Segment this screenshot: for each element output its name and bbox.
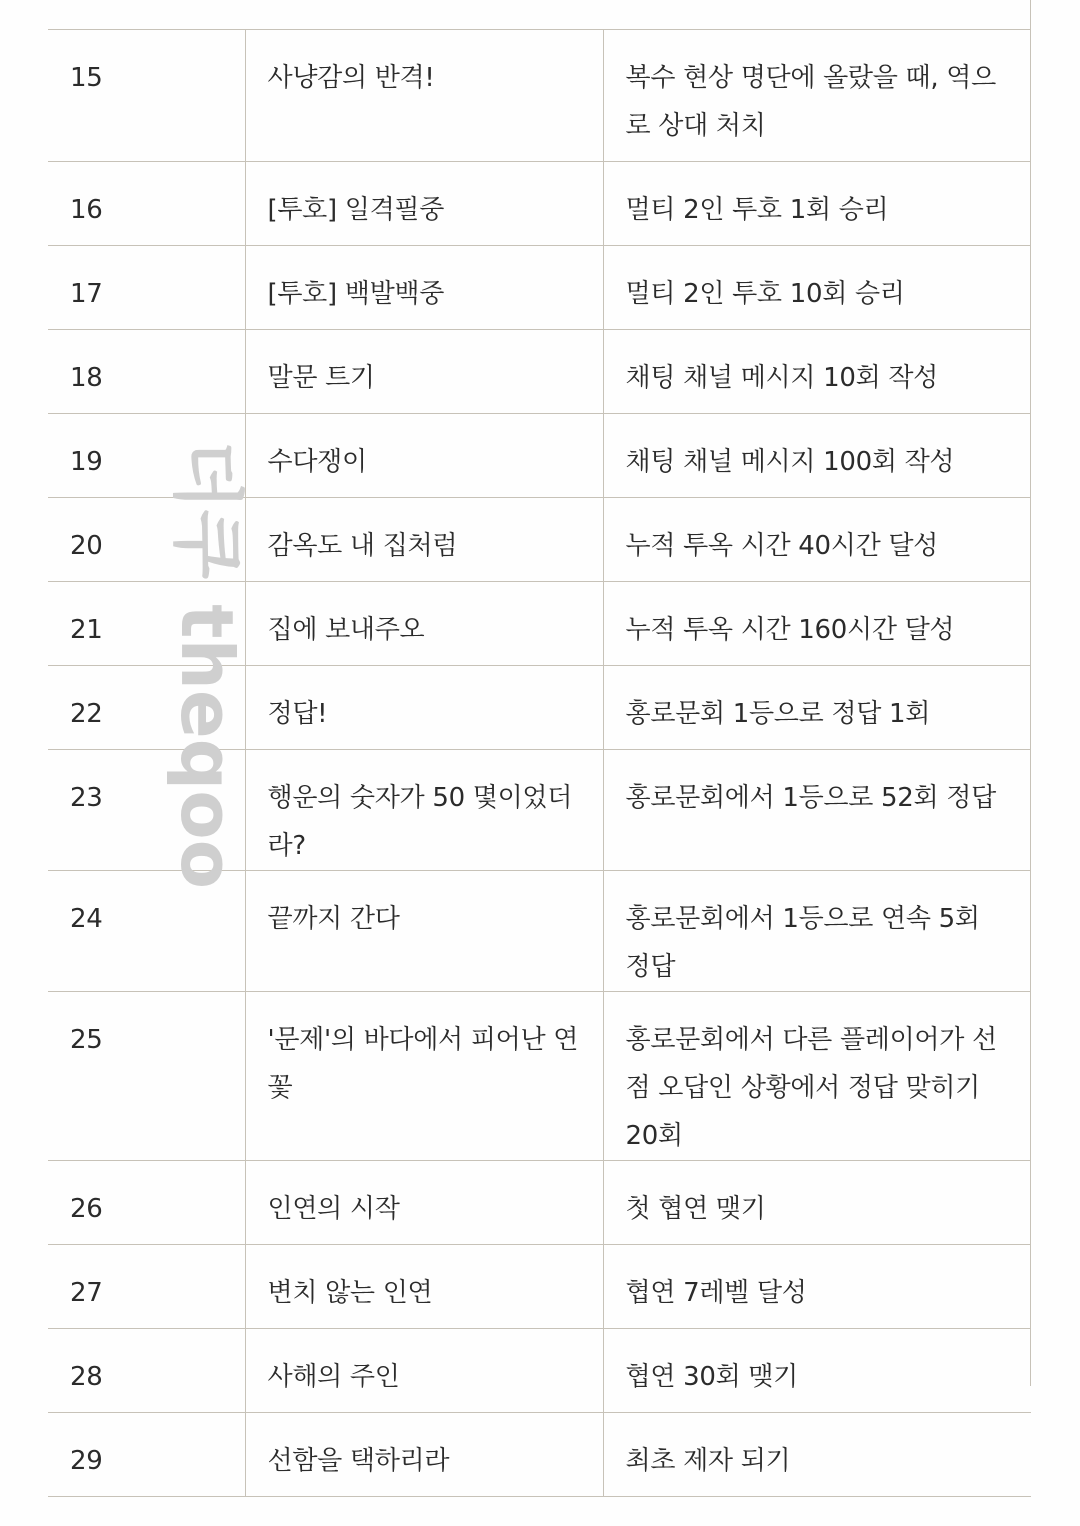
table-row — [48, 162, 1031, 246]
table-row — [48, 582, 1031, 666]
row-number: 23 — [70, 783, 103, 813]
achievement-name: [투호] 백발백중 — [267, 279, 445, 309]
watermark-text: 더쿠 theqoo — [165, 440, 249, 890]
achievement-name: 집에 보내주오 — [267, 615, 425, 645]
achievement-condition: 홍로문회에서 1등으로 52회 정답 — [625, 783, 996, 813]
achievement-name: '문제'의 바다에서 피어난 연꽃 — [267, 1025, 579, 1103]
achievement-name: 수다쟁이 — [267, 447, 367, 477]
achievement-name: 끝까지 간다 — [267, 904, 400, 934]
table-row — [48, 666, 1031, 750]
achievement-name: 변치 않는 인연 — [267, 1278, 433, 1308]
achievement-condition: 누적 투옥 시간 160시간 달성 — [625, 615, 955, 645]
achievement-table — [48, 29, 1031, 1497]
table-row — [48, 498, 1031, 582]
achievement-condition: 홍로문회에서 1등으로 연속 5회 정답 — [625, 904, 980, 982]
row-number: 29 — [70, 1446, 103, 1476]
achievement-condition: 멀티 2인 투호 10회 승리 — [625, 279, 905, 309]
row-number: 24 — [70, 904, 103, 934]
table-row — [48, 246, 1031, 330]
achievement-condition: 채팅 채널 메시지 10회 작성 — [625, 363, 939, 393]
achievement-name: 감옥도 내 집처럼 — [267, 531, 458, 561]
achievement-condition: 첫 협연 맺기 — [625, 1194, 766, 1224]
achievement-name: 말문 트기 — [267, 363, 375, 393]
achievement-name: 선함을 택하리라 — [267, 1446, 450, 1476]
row-number: 16 — [70, 195, 103, 225]
row-number: 27 — [70, 1278, 103, 1308]
achievement-condition: 복수 현상 명단에 올랐을 때, 역으로 상대 처치 — [625, 63, 996, 141]
row-number: 22 — [70, 699, 103, 729]
table-row — [48, 1329, 1031, 1413]
table-row — [48, 1413, 1031, 1497]
achievement-condition: 홍로문회에서 다른 플레이어가 선점 오답인 상황에서 정답 맞히기 20회 — [625, 1025, 997, 1151]
row-number: 19 — [70, 447, 103, 477]
table-row — [48, 330, 1031, 414]
achievement-condition: 누적 투옥 시간 40시간 달성 — [625, 531, 939, 561]
achievement-name: 정답! — [267, 699, 328, 729]
row-number: 17 — [70, 279, 103, 309]
row-number: 25 — [70, 1025, 103, 1055]
table-row — [48, 30, 1031, 162]
table-row — [48, 750, 1031, 871]
row-number: 18 — [70, 363, 103, 393]
row-number: 28 — [70, 1362, 103, 1392]
table-row — [48, 1245, 1031, 1329]
row-number: 20 — [70, 531, 103, 561]
table-row — [48, 871, 1031, 992]
achievement-condition: 최초 제자 되기 — [625, 1446, 791, 1476]
row-number: 15 — [70, 63, 103, 93]
achievement-condition: 홍로문회 1등으로 정답 1회 — [625, 699, 931, 729]
table-row — [48, 414, 1031, 498]
row-number: 26 — [70, 1194, 103, 1224]
table-row — [48, 1161, 1031, 1245]
table-row — [48, 992, 1031, 1161]
achievement-condition: 멀티 2인 투호 1회 승리 — [625, 195, 889, 225]
achievement-name: 행운의 숫자가 50 몇이었더라? — [267, 783, 573, 861]
achievement-condition: 채팅 채널 메시지 100회 작성 — [625, 447, 955, 477]
achievement-name: 사해의 주인 — [267, 1362, 400, 1392]
achievement-condition: 협연 7레벨 달성 — [625, 1278, 807, 1308]
achievement-name: 인연의 시작 — [267, 1194, 400, 1224]
achievement-name: 사냥감의 반격! — [267, 63, 435, 93]
achievement-name: [투호] 일격필중 — [267, 195, 445, 225]
row-number: 21 — [70, 615, 103, 645]
achievement-condition: 협연 30회 맺기 — [625, 1362, 798, 1392]
